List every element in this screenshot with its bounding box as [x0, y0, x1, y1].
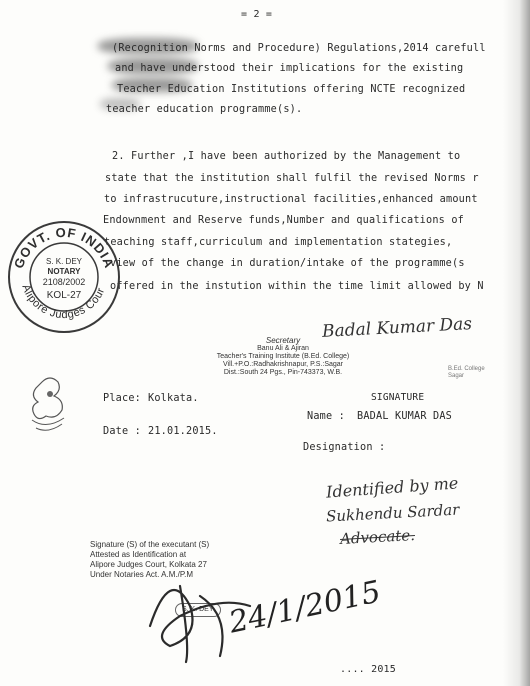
institution-stamp — [193, 337, 373, 377]
para1-line: and have understood their implications for the existing — [115, 63, 464, 74]
advocate-signature: Sukhendu Sardar — [325, 500, 460, 526]
name-value: BADAL KUMAR DAS — [357, 411, 453, 422]
notary-small-name: S. K. DEY — [182, 606, 214, 613]
seal-title: NOTARY — [47, 267, 81, 276]
place-label: Place: — [103, 393, 142, 404]
edge-stamp — [448, 366, 485, 380]
place-value: Kolkata. — [148, 393, 199, 404]
stamp-line: Teacher's Training Institute (B.Ed. College) — [216, 353, 350, 360]
attestation-line: Attested as Identification at — [90, 550, 187, 559]
scan-edge-shadow — [503, 0, 530, 686]
para2-line: teaching staff,curriculum and implementation stategies, — [104, 237, 453, 248]
para1-line: (Recognition Norms and Procedure) Regulations,2014 carefull — [112, 43, 486, 54]
notary-seal — [5, 218, 123, 336]
date-label: Date : — [103, 426, 142, 437]
para1-line: Teacher Education Institutions offering NCTE recognized — [117, 84, 466, 95]
stamp-line: Vill.+P.O.:Radhakrishnapur, P.S.:Sagar — [222, 361, 344, 368]
para2-line: view of the change in duration/intake of the programme(s — [110, 258, 465, 269]
handwritten-date: 24/1/2015 — [226, 574, 384, 641]
seal-code: KOL-27 — [46, 290, 82, 301]
advocate-label: Advocate. — [339, 526, 416, 548]
edge-stamp-line: Sagar — [448, 373, 465, 379]
stamp-line: Banu Ali & Ajiran — [257, 345, 309, 352]
attestation-line: Under Notaries Act. A.M./P.M — [90, 570, 194, 579]
para2-line: state that the institution shall fulfil the revised Norms r — [105, 173, 479, 184]
para1-line: teacher education programme(s). — [106, 104, 303, 115]
seal-outer-top: GOVT. OF INDIA — [10, 224, 118, 271]
para2-line: to infrastrucuture,instructional facilities,enhanced amount — [104, 194, 478, 205]
identified-text: Identified by me — [325, 473, 459, 502]
para2-line: Endownment and Reserve funds,Number and qualifications of — [103, 215, 465, 226]
seal-reg-no: 2108/2002 — [42, 277, 86, 287]
name-label: Name : — [307, 411, 346, 422]
footer-year: .... 2015 — [340, 664, 396, 675]
para2-line: offered in the instution within the time limit allowed by N — [110, 281, 484, 292]
designation-label: Designation : — [303, 442, 386, 453]
stamp-line: Dist.:South 24 Pgs., Pin-743373, W.B. — [223, 369, 343, 376]
emblem-icon — [22, 372, 82, 440]
signature-badal: Badal Kumar Das — [321, 314, 473, 342]
signature-label: SIGNATURE — [371, 392, 425, 403]
page-number: = 2 = — [241, 9, 273, 20]
seal-name: S. K. DEY — [45, 257, 83, 266]
para2-line: 2. Further ,I have been authorized by the Management to — [112, 151, 461, 162]
stamp-title: Secretary — [265, 336, 301, 345]
edge-stamp-line: B.Ed. College — [448, 366, 485, 372]
date-value: 21.01.2015. — [148, 426, 218, 437]
seal-outer-bottom: Alipore Judges Cour — [19, 282, 108, 322]
attestation-line: Alipore Judges Court, Kolkata 27 — [90, 560, 207, 569]
attestation-line: Signature (S) of the executant (S) — [90, 540, 210, 549]
